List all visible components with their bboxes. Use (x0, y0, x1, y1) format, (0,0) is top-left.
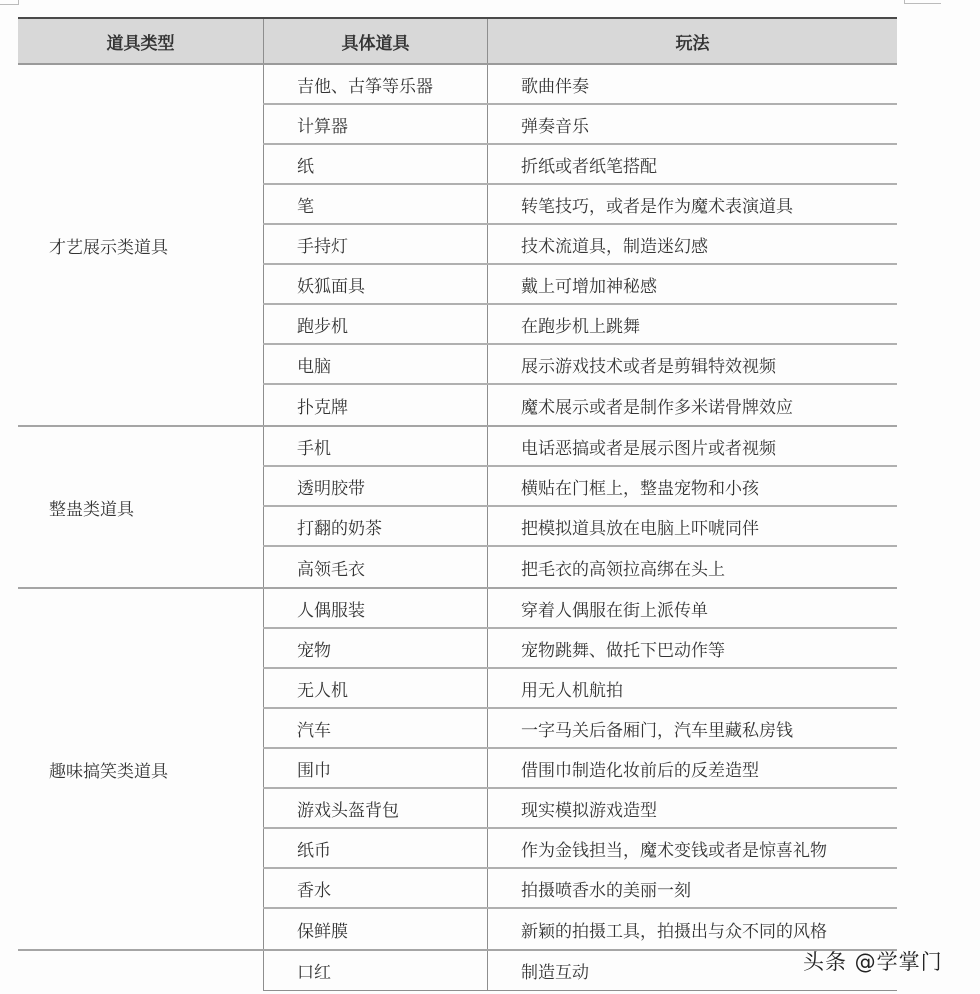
group-label: 才艺展示类道具 (49, 237, 168, 258)
cell-item: 打翻的奶茶 (263, 507, 487, 545)
cell-item: 手持灯 (263, 225, 487, 263)
cell-item: 人偶服装 (263, 589, 487, 627)
cell-item: 妖狐面具 (263, 265, 487, 303)
table-row (263, 749, 897, 789)
cell-item: 宠物 (263, 629, 487, 667)
cell-item: 纸 (263, 145, 487, 183)
table-row (263, 385, 897, 425)
cell-item: 高领毛衣 (263, 547, 487, 587)
table-group-other (18, 951, 897, 991)
table-row (263, 105, 897, 145)
cell-play: 折纸或者纸笔搭配 (487, 145, 897, 183)
table-row (263, 709, 897, 749)
cell-play: 魔术展示或者是制作多米诺骨牌效应 (487, 385, 897, 425)
cell-item: 无人机 (263, 669, 487, 707)
cell-item: 游戏头盔背包 (263, 789, 487, 827)
header-gameplay: 玩法 (487, 19, 897, 63)
table-row (263, 65, 897, 105)
table-row (263, 507, 897, 547)
cell-play: 作为金钱担当，魔术变钱或者是惊喜礼物 (487, 829, 897, 867)
cell-item: 手机 (263, 427, 487, 465)
cell-play: 戴上可增加神秘感 (487, 265, 897, 303)
cell-play: 电话恶搞或者是展示图片或者视频 (487, 427, 897, 465)
cell-item: 纸币 (263, 829, 487, 867)
cell-play: 一字马关后备厢门，汽车里藏私房钱 (487, 709, 897, 747)
table-row (263, 427, 897, 467)
table-row (263, 145, 897, 185)
cell-play: 横贴在门框上，整蛊宠物和小孩 (487, 467, 897, 505)
cell-play: 拍摄喷香水的美丽一刻 (487, 869, 897, 907)
cell-item: 透明胶带 (263, 467, 487, 505)
cell-item: 计算器 (263, 105, 487, 143)
cell-play: 制造互动 (487, 951, 897, 990)
cell-item: 笔 (263, 185, 487, 223)
cell-item: 围巾 (263, 749, 487, 787)
table-row (263, 547, 897, 587)
cell-item: 吉他、古筝等乐器 (263, 65, 487, 103)
table-row (263, 589, 897, 629)
cell-play: 把毛衣的高领拉高绑在头上 (487, 547, 897, 587)
table-row (263, 629, 897, 669)
table-row (263, 345, 897, 385)
group-label: 整蛊类道具 (49, 499, 134, 520)
cell-item: 汽车 (263, 709, 487, 747)
cell-play: 用无人机航拍 (487, 669, 897, 707)
cell-play: 展示游戏技术或者是剪辑特效视频 (487, 345, 897, 383)
group-label (18, 951, 263, 991)
table-row (263, 185, 897, 225)
cell-play: 穿着人偶服在街上派传单 (487, 589, 897, 627)
cell-play: 弹奏音乐 (487, 105, 897, 143)
cell-play: 技术流道具，制造迷幻感 (487, 225, 897, 263)
table-group-talent (18, 65, 897, 427)
table-row (263, 869, 897, 909)
table-header (18, 17, 897, 65)
header-prop-type: 道具类型 (106, 33, 175, 54)
cell-item: 香水 (263, 869, 487, 907)
watermark: 头条 @学掌门 (803, 950, 943, 974)
cell-play: 在跑步机上跳舞 (487, 305, 897, 343)
page-corner-mark (0, 0, 19, 5)
cell-play: 转笔技巧，或者是作为魔术表演道具 (487, 185, 897, 223)
table-row (263, 305, 897, 345)
group-label: 趣味搞笑类道具 (49, 761, 168, 782)
cell-play: 新颖的拍摄工具，拍摄出与众不同的风格 (487, 909, 897, 949)
table-row (263, 669, 897, 709)
table-group-prank (18, 427, 897, 589)
cell-item: 电脑 (263, 345, 487, 383)
table-row (263, 909, 897, 949)
cell-item: 跑步机 (263, 305, 487, 343)
cell-play: 歌曲伴奏 (487, 65, 897, 103)
cell-play: 把模拟道具放在电脑上吓唬同伴 (487, 507, 897, 545)
cell-play: 现实模拟游戏造型 (487, 789, 897, 827)
props-table (18, 17, 897, 991)
cell-item: 保鲜膜 (263, 909, 487, 949)
header-specific-prop: 具体道具 (263, 19, 487, 63)
page-corner-mark (904, 0, 941, 4)
table-row (263, 829, 897, 869)
cell-item: 口红 (263, 951, 487, 990)
table-row (263, 789, 897, 829)
cell-item: 扑克牌 (263, 385, 487, 425)
cell-play: 宠物跳舞、做托下巴动作等 (487, 629, 897, 667)
table-row (263, 265, 897, 305)
cell-play: 借围巾制造化妆前后的反差造型 (487, 749, 897, 787)
table-row (263, 951, 897, 991)
table-row (263, 225, 897, 265)
table-group-funny (18, 589, 897, 951)
table-row (263, 467, 897, 507)
